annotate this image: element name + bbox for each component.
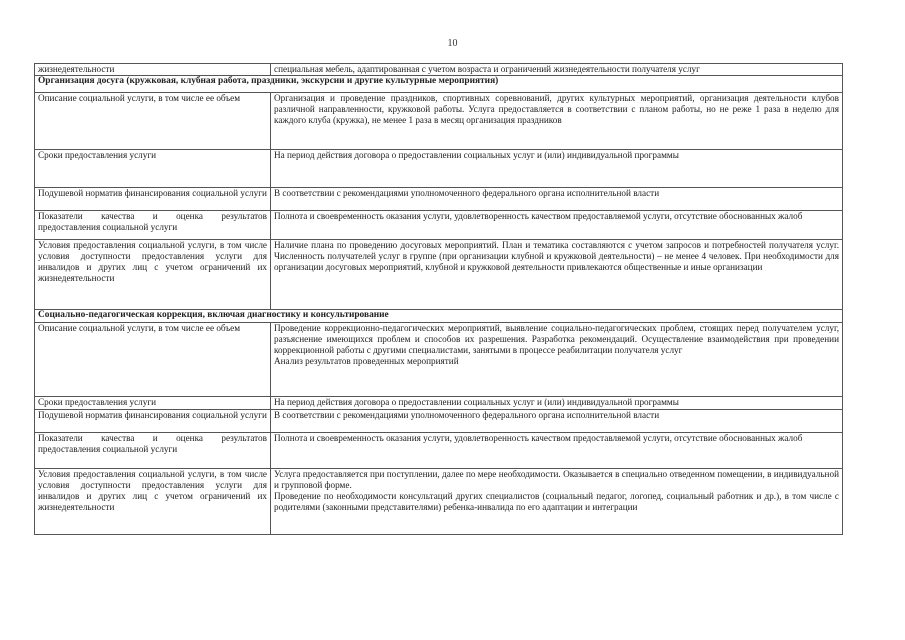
content-paragraph: На период действия договора о предоставлении социальных услуг и (или) индивидуальной программы xyxy=(274,150,679,160)
table-row xyxy=(35,150,843,188)
services-table xyxy=(34,63,843,535)
table-row xyxy=(35,433,843,469)
row-content xyxy=(271,410,843,433)
row-content xyxy=(271,323,843,397)
content-paragraph: В соответствии с рекомендациями уполномоченного федерального органа исполнительной власти xyxy=(274,188,660,198)
row-content xyxy=(271,469,843,535)
content-paragraph: На период действия договора о предоставлении социальных услуг и (или) индивидуальной программы xyxy=(274,397,679,407)
content-paragraph: Проведение по необходимости консультаций других специалистов (социальный педагог, логопед, социальный работник и др.), в том числе с родителями (законными представителями) ребенка-инвалида по его адаптации и интеграции xyxy=(274,491,839,512)
row-label: Сроки предоставления услуги xyxy=(35,397,271,410)
page-number: 10 xyxy=(447,38,458,49)
services-table-container xyxy=(34,63,842,535)
row-label: Сроки предоставления услуги xyxy=(35,150,271,188)
content-paragraph: Полнота и своевременность оказания услуги, удовлетворенность качеством предоставляемой услуги, отсутствие обоснованных жалоб xyxy=(274,433,803,443)
content-paragraph: Анализ результатов проведенных мероприятий xyxy=(274,356,459,366)
row-content xyxy=(271,93,843,150)
content-paragraph: В соответствии с рекомендациями уполномоченного федерального органа исполнительной власти xyxy=(274,410,660,420)
row-label: Условия предоставления социальной услуги, в том числе условия доступности предоставления услуги для инвалидов и других лиц с учетом ограничений их жизнедеятельности xyxy=(35,469,271,535)
content-paragraph: Полнота и своевременность оказания услуги, удовлетворенность качеством предоставляемой услуги, отсутствие обоснованных жалоб xyxy=(274,211,803,221)
section-header-row xyxy=(35,76,843,93)
content-paragraph: Проведение коррекционно-педагогических мероприятий, выявление социально-педагогических проблем, стоящих перед получателем услуг, разъяснение имеющихся проблем и способов их разрешения. Разработка рекомендаций. Осуществление взаимодействия при проведении коррекционной работы с другими специалистами, занятыми в процессе реабилитации получателя услуг xyxy=(274,323,839,355)
row-content xyxy=(271,64,843,76)
table-row xyxy=(35,211,843,240)
row-label: Описание социальной услуги, в том числе ее объем xyxy=(35,93,271,150)
table-row xyxy=(35,469,843,535)
row-content xyxy=(271,433,843,469)
content-paragraph: специальная мебель, адаптированная с учетом возраста и ограничений жизнедеятельности получателя услуг xyxy=(274,64,700,74)
row-label: Условия предоставления социальной услуги, в том числе условия доступности предоставления услуги для инвалидов и других лиц с учетом ограничений их жизнедеятельности xyxy=(35,240,271,310)
table-row xyxy=(35,410,843,433)
table-row xyxy=(35,323,843,397)
content-paragraph: Организация и проведение праздников, спортивных соревнований, других культурных мероприятий, организация деятельности клубов различной направленности, кружковой работы. Услуга предоставляется в соответствии с планом работы, но не реже 1 раза в неделю для каждого клуба (кружка), не менее 1 раза в месяц организация праздников xyxy=(274,93,839,125)
section-title: Социально-педагогическая коррекция, включая диагностику и консультирование xyxy=(35,310,843,323)
row-content xyxy=(271,188,843,211)
services-table-body xyxy=(35,64,843,535)
table-row xyxy=(35,64,843,76)
content-paragraph: Услуга предоставляется при поступлении, далее по мере необходимости. Оказывается в специально отведенном помещении, в индивидуальной и групповой форме. xyxy=(274,469,839,490)
row-label: Описание социальной услуги, в том числе ее объем xyxy=(35,323,271,397)
section-title: Организация досуга (кружковая, клубная работа, праздники, экскурсии и другие культурные мероприятия) xyxy=(35,76,843,93)
table-row xyxy=(35,93,843,150)
row-label: Показатели качества и оценка результатов предоставления социальной услуги xyxy=(35,433,271,469)
row-content xyxy=(271,397,843,410)
section-header-row xyxy=(35,310,843,323)
table-row xyxy=(35,397,843,410)
row-content xyxy=(271,240,843,310)
row-label: жизнедеятельности xyxy=(35,64,271,76)
row-content xyxy=(271,150,843,188)
row-content xyxy=(271,211,843,240)
table-row xyxy=(35,188,843,211)
content-paragraph: Наличие плана по проведению досуговых мероприятий. План и тематика составляются с учетом запросов и потребностей получателя услуг. Численность получателей услуг в группе (при организации клубной и кружковой деятельности) – не менее 4 человек. При необходимости для организации досуговых мероприятий, клубной и кружковой деятельности привлекаются общественные и иные организации xyxy=(274,240,839,272)
row-label: Подушевой норматив финансирования социальной услуги xyxy=(35,188,271,211)
row-label: Подушевой норматив финансирования социальной услуги xyxy=(35,410,271,433)
row-label: Показатели качества и оценка результатов предоставления социальной услуги xyxy=(35,211,271,240)
table-row xyxy=(35,240,843,310)
